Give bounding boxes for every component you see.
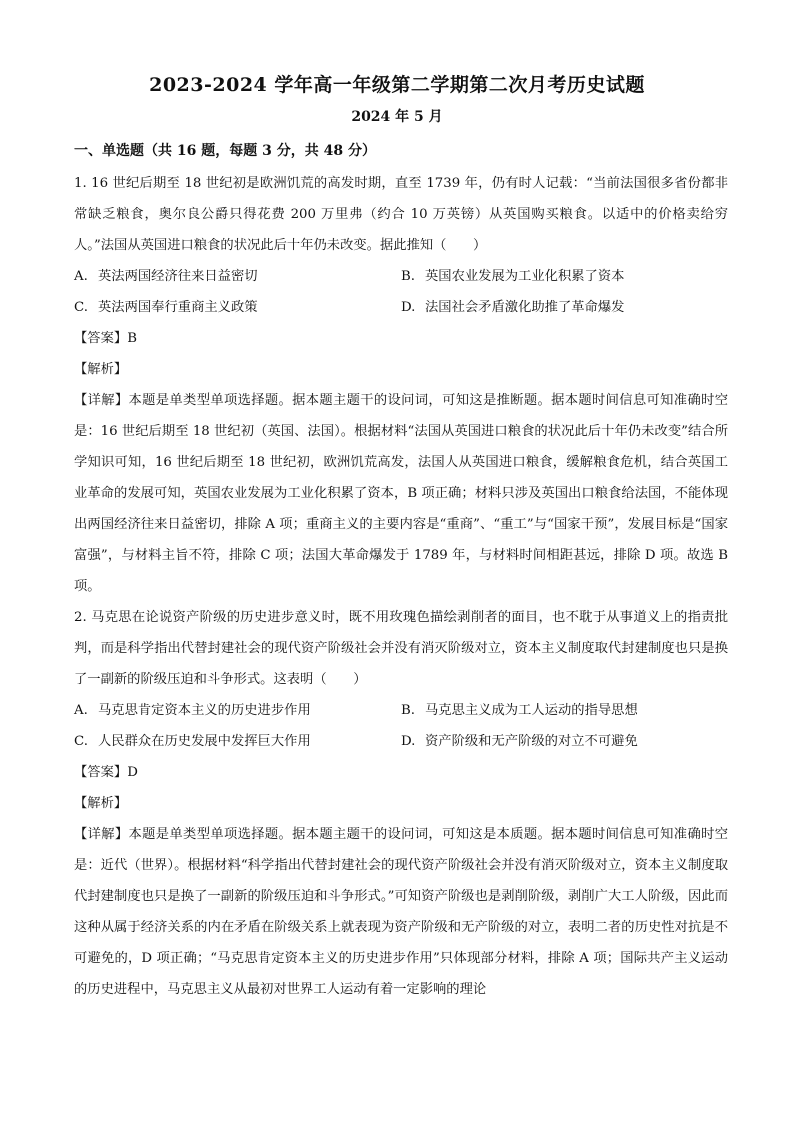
- question-1: [74, 168, 728, 602]
- question-2-option-d: [401, 726, 728, 757]
- question-2-stem: 2. 马克思在论说资产阶级的历史进步意义时，既不用玫瑰色描绘剥削者的面目，也不耽于从事道义上的指责批判，而是科学指出代替封建社会的现代资产阶级社会并没有消灭阶级对立，资本主义制度取代封建制度也只是换了一副新的阶级压迫和斗争形式。这表明（ ）: [74, 610, 728, 687]
- exam-title: 2023-2024 学年高一年级第二学期第二次月考历史试题: [149, 74, 645, 96]
- option-text: 英法两国经济往来日益密切: [98, 269, 258, 284]
- question-2-option-a: [74, 695, 401, 726]
- option-text: 英法两国奉行重商主义政策: [98, 300, 258, 315]
- question-2-answer: [74, 757, 728, 788]
- question-1-answer: [74, 323, 728, 354]
- option-letter: A.: [74, 269, 88, 284]
- option-letter: D.: [401, 734, 416, 749]
- detail-label: 【详解】: [74, 393, 129, 408]
- question-1-options: [74, 261, 728, 323]
- option-text: 资产阶级和无产阶级的对立不可避免: [425, 734, 638, 749]
- answer-label: 【答案】: [74, 765, 128, 780]
- exam-date: 2024 年 5 月: [351, 109, 443, 125]
- question-1-option-a: [74, 261, 401, 292]
- answer-value: B: [127, 331, 137, 346]
- answer-value: D: [127, 765, 138, 780]
- section-heading: 一、单选题（共 16 题，每题 3 分，共 48 分）: [74, 143, 376, 159]
- detail-text: 本题是单类型单项选择题。据本题主题干的设问词，可知这是本质题。据本题时间信息可知准确时空是：近代（世界）。根据材料“科学指出代替封建社会的现代资产阶级社会并没有消灭阶级对立，资本主义制度取代封建制度也只是换了一副新的阶级压迫和斗争形式。”可知资产阶级也是剥削阶级，剥削广大工人阶级，因此而这种从属于经济关系的内在矛盾在阶级关系上就表现为资产阶级和无产阶级的对立，表明二者的历史性对抗是不可避免的，D 项正确；“马克思肯定资本主义的历史进步作用”只体现部分材料，排除 A 项；国际共产主义运动的历史进程中，马克思主义从最初对世界工人运动有着一定影响的理论: [74, 827, 729, 997]
- option-text: 马克思主义成为工人运动的指导思想: [425, 703, 638, 718]
- questions-content: [74, 168, 728, 1005]
- option-letter: C.: [74, 734, 88, 749]
- option-letter: D.: [401, 300, 416, 315]
- option-text: 马克思肯定资本主义的历史进步作用: [98, 703, 311, 718]
- question-1-detail: [74, 385, 728, 602]
- option-letter: A.: [74, 703, 88, 718]
- answer-label: 【答案】: [74, 331, 128, 346]
- option-letter: B.: [401, 269, 415, 284]
- question-1-analysis-label: 【解析】: [74, 362, 128, 377]
- question-2-option-c: [74, 726, 401, 757]
- question-1-option-d: [401, 292, 728, 323]
- option-text: 法国社会矛盾激化助推了革命爆发: [425, 300, 625, 315]
- question-1-option-c: [74, 292, 401, 323]
- question-1-stem: 1. 16 世纪后期至 18 世纪初是欧洲饥荒的高发时期，直至 1739 年，仍有时人记载：“当前法国很多省份都非常缺乏粮食，奥尔良公爵只得花费 200 万里弗（约合 10 万英镑）从英国购买粮食。以适中的价格卖给穷人。”法国从英国进口粮食的状况此后十年仍未改变。据此推知（ ）: [74, 176, 728, 253]
- detail-text: 本题是单类型单项选择题。据本题主题干的设问词，可知这是推断题。据本题时间信息可知准确时空是：16 世纪后期至 18 世纪初（英国、法国）。根据材料“法国从英国进口粮食的状况此后十年仍未改变”结合所学知识可知，16 世纪后期至 18 世纪初，欧洲饥荒高发，法国人从英国进口粮食，缓解粮食危机，结合英国工业革命的发展可知，英国农业发展为工业化积累了资本，B 项正确；材料只涉及英国出口粮食给法国，不能体现出两国经济往来日益密切，排除 A 项；重商主义的主要内容是“重商”、“重工”与“国家干预”，发展目标是“国家富强”，与材料主旨不符，排除 C 项；法国大革命爆发于 1789 年，与材料时间相距甚远，排除 D 项。故选 B 项。: [74, 393, 729, 594]
- question-1-option-b: [401, 261, 728, 292]
- question-2-option-b: [401, 695, 728, 726]
- option-text: 人民群众在历史发展中发挥巨大作用: [98, 734, 311, 749]
- question-2-analysis-label: 【解析】: [74, 796, 128, 811]
- question-2-detail: [74, 819, 728, 1005]
- detail-label: 【详解】: [74, 827, 129, 842]
- question-2-options: [74, 695, 728, 757]
- option-text: 英国农业发展为工业化积累了资本: [425, 269, 625, 284]
- question-2: [74, 602, 728, 1005]
- option-letter: B.: [401, 703, 415, 718]
- option-letter: C.: [74, 300, 88, 315]
